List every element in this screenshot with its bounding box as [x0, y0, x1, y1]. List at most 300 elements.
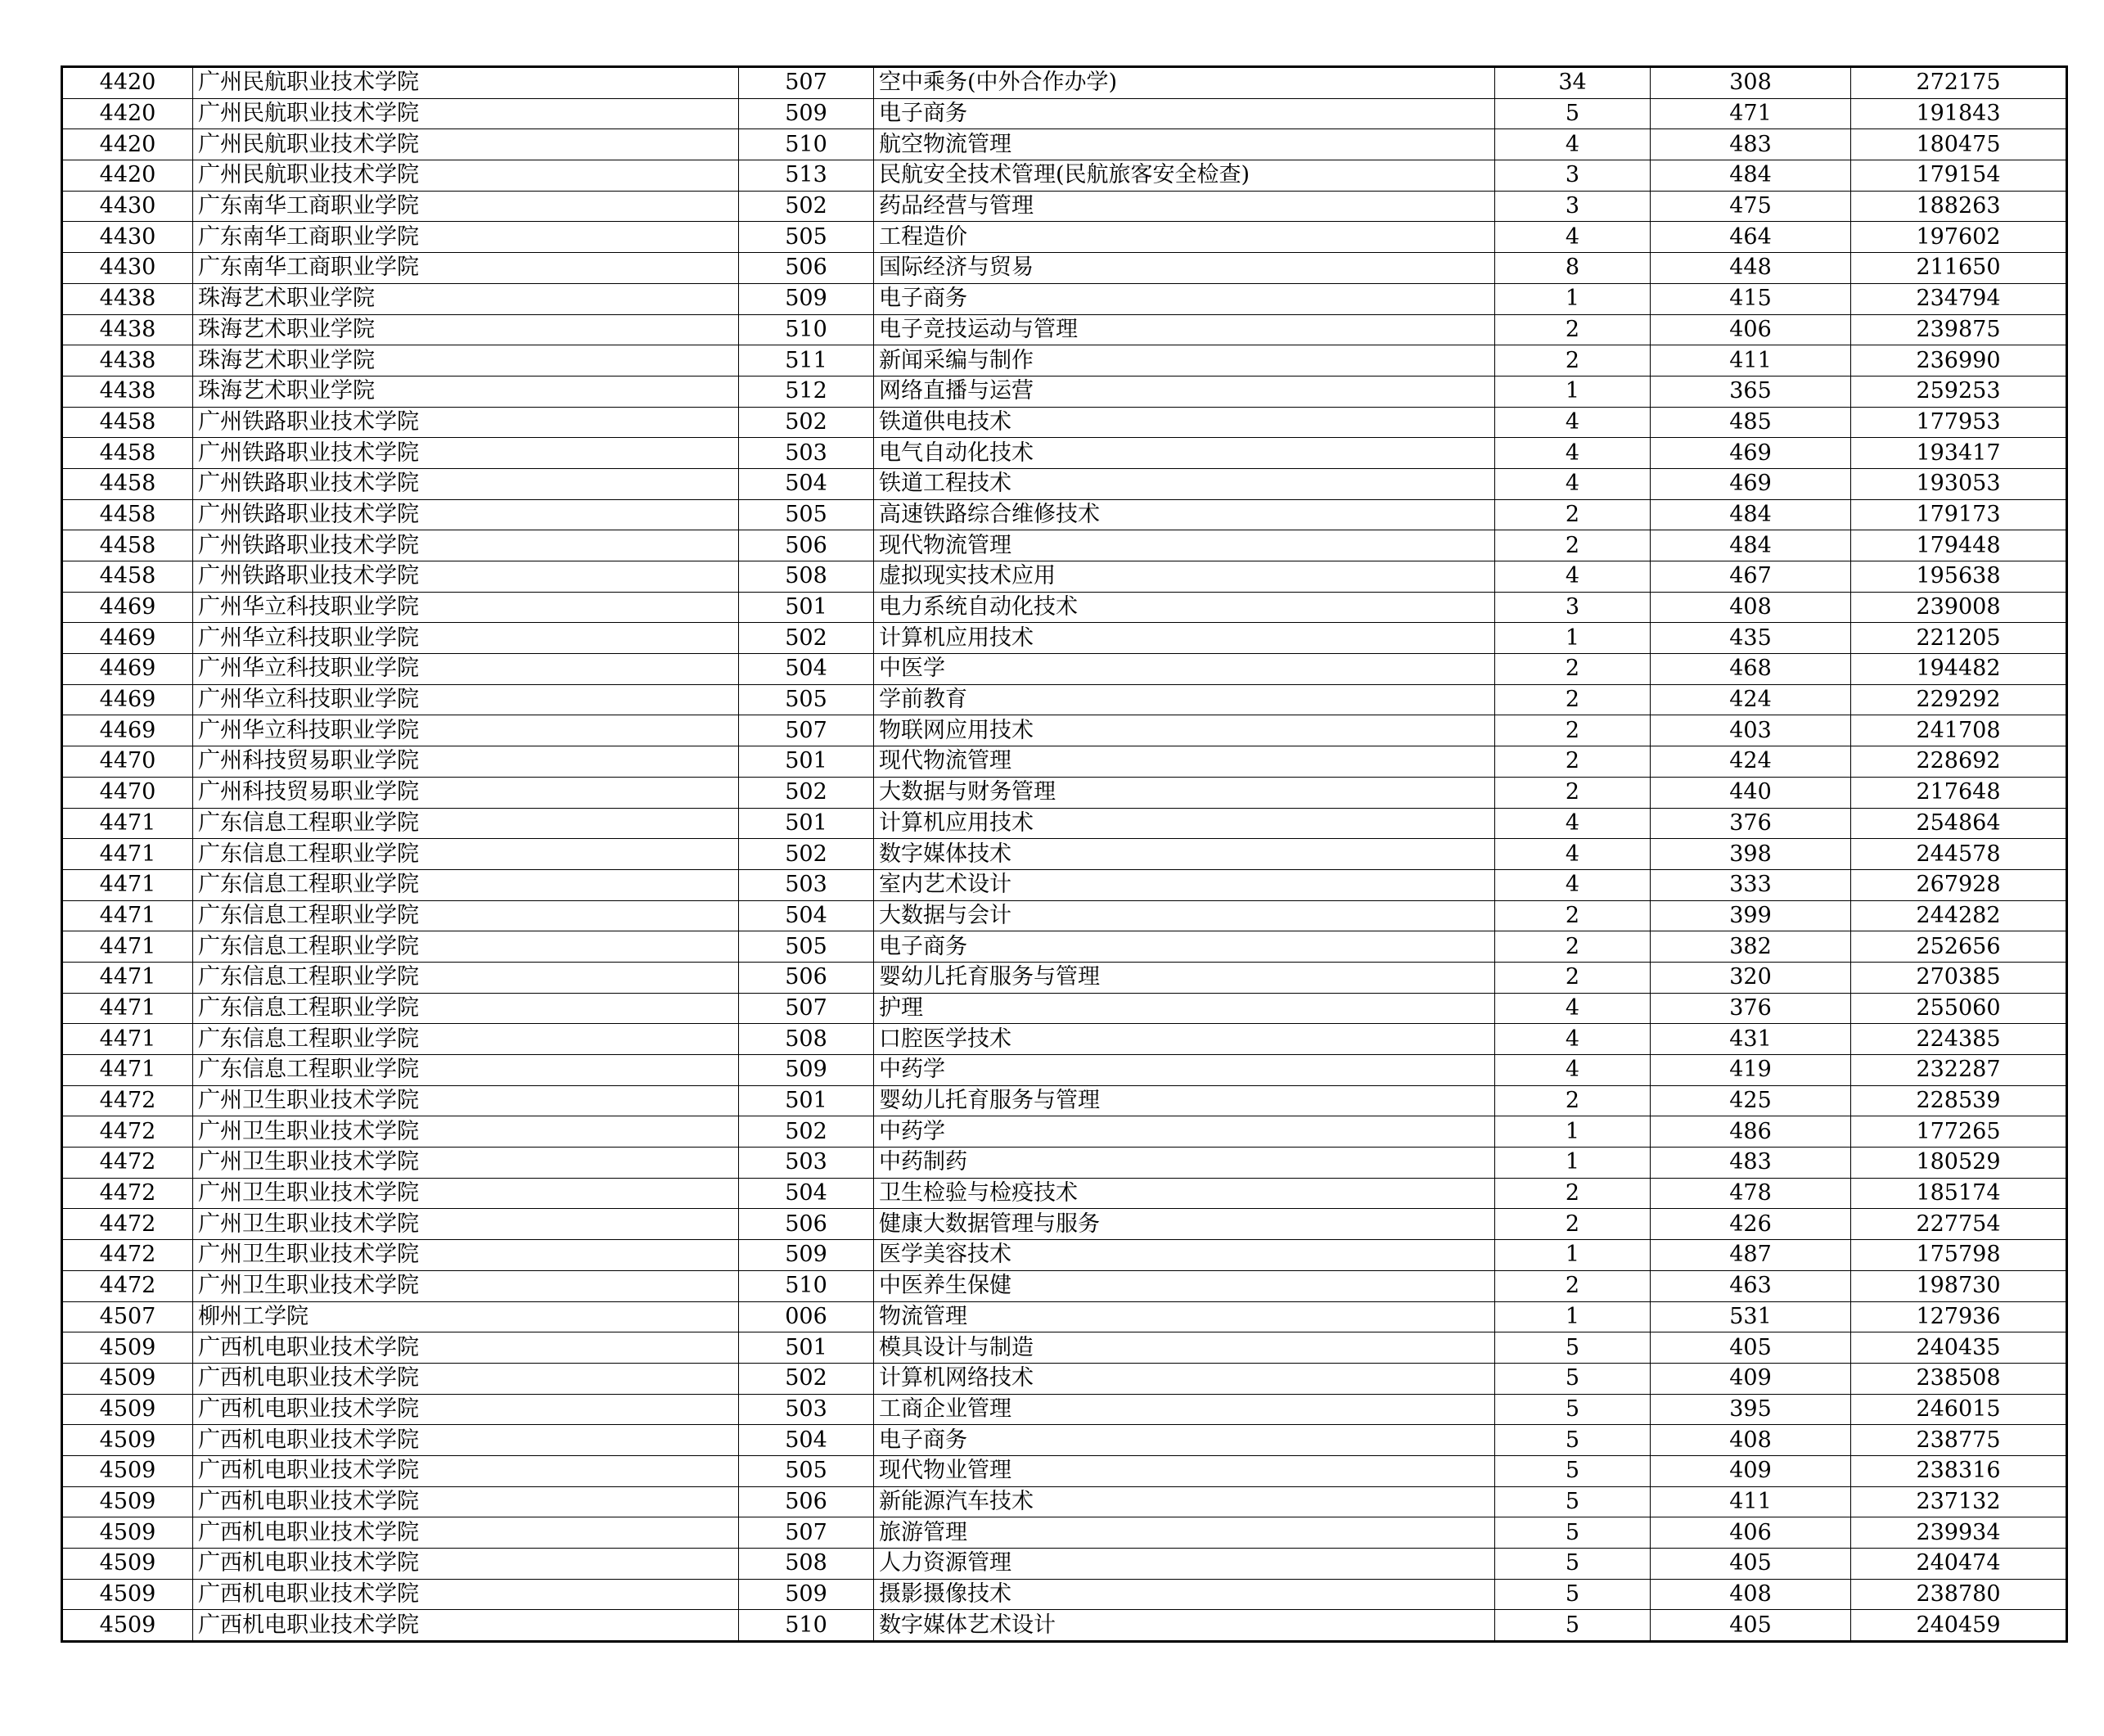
table-row — [62, 1610, 2067, 1642]
school-code-cell: 4509 — [62, 1332, 193, 1364]
table-body — [62, 67, 2067, 1642]
school-name-cell: 广州华立科技职业学院 — [193, 623, 739, 654]
min-score-cell: 431 — [1651, 1024, 1851, 1055]
min-rank-cell: 239875 — [1851, 314, 2067, 345]
table-row — [62, 684, 2067, 715]
table-row — [62, 839, 2067, 870]
major-name-cell: 现代物流管理 — [874, 530, 1495, 561]
plan-count-cell: 2 — [1495, 1209, 1651, 1240]
plan-count-cell: 4 — [1495, 468, 1651, 499]
major-code-cell: 504 — [739, 1425, 874, 1456]
table-row — [62, 1270, 2067, 1301]
min-rank-cell: 267928 — [1851, 869, 2067, 900]
major-code-cell: 505 — [739, 1455, 874, 1486]
major-name-cell: 摄影摄像技术 — [874, 1579, 1495, 1610]
major-name-cell: 中医养生保健 — [874, 1270, 1495, 1301]
plan-count-cell: 1 — [1495, 623, 1651, 654]
min-score-cell: 408 — [1651, 592, 1851, 623]
plan-count-cell: 3 — [1495, 191, 1651, 222]
min-rank-cell: 191843 — [1851, 98, 2067, 129]
school-name-cell: 广西机电职业技术学院 — [193, 1332, 739, 1364]
school-code-cell: 4471 — [62, 839, 193, 870]
major-name-cell: 大数据与财务管理 — [874, 777, 1495, 808]
plan-count-cell: 5 — [1495, 1332, 1651, 1364]
major-name-cell: 航空物流管理 — [874, 129, 1495, 160]
min-score-cell: 395 — [1651, 1394, 1851, 1425]
plan-count-cell: 2 — [1495, 900, 1651, 931]
school-code-cell: 4458 — [62, 530, 193, 561]
school-name-cell: 广州民航职业技术学院 — [193, 160, 739, 192]
table-row — [62, 1363, 2067, 1394]
school-code-cell: 4469 — [62, 684, 193, 715]
school-code-cell: 4438 — [62, 314, 193, 345]
plan-count-cell: 1 — [1495, 283, 1651, 314]
major-code-cell: 511 — [739, 345, 874, 377]
major-code-cell: 508 — [739, 1024, 874, 1055]
major-name-cell: 婴幼儿托育服务与管理 — [874, 1085, 1495, 1116]
table-row — [62, 962, 2067, 993]
school-code-cell: 4430 — [62, 222, 193, 253]
school-code-cell: 4420 — [62, 160, 193, 192]
school-code-cell: 4469 — [62, 592, 193, 623]
school-name-cell: 广州卫生职业技术学院 — [193, 1178, 739, 1209]
school-name-cell: 广东信息工程职业学院 — [193, 993, 739, 1024]
major-code-cell: 508 — [739, 1549, 874, 1580]
major-code-cell: 503 — [739, 1148, 874, 1179]
min-rank-cell: 238780 — [1851, 1579, 2067, 1610]
school-code-cell: 4509 — [62, 1425, 193, 1456]
min-score-cell: 382 — [1651, 931, 1851, 963]
plan-count-cell: 3 — [1495, 160, 1651, 192]
table-row — [62, 314, 2067, 345]
major-code-cell: 006 — [739, 1301, 874, 1332]
school-name-cell: 广州卫生职业技术学院 — [193, 1148, 739, 1179]
school-code-cell: 4471 — [62, 1055, 193, 1086]
min-rank-cell: 238775 — [1851, 1425, 2067, 1456]
table-row — [62, 160, 2067, 192]
plan-count-cell: 2 — [1495, 1085, 1651, 1116]
major-code-cell: 504 — [739, 1178, 874, 1209]
min-rank-cell: 228539 — [1851, 1085, 2067, 1116]
school-name-cell: 广州铁路职业技术学院 — [193, 407, 739, 438]
table-row — [62, 1055, 2067, 1086]
major-code-cell: 507 — [739, 1517, 874, 1549]
plan-count-cell: 4 — [1495, 129, 1651, 160]
major-name-cell: 铁道工程技术 — [874, 468, 1495, 499]
major-code-cell: 502 — [739, 1363, 874, 1394]
min-score-cell: 399 — [1651, 900, 1851, 931]
major-name-cell: 电力系统自动化技术 — [874, 592, 1495, 623]
min-rank-cell: 241708 — [1851, 715, 2067, 746]
major-code-cell: 506 — [739, 253, 874, 284]
table-row — [62, 98, 2067, 129]
major-code-cell: 509 — [739, 1579, 874, 1610]
major-code-cell: 502 — [739, 1116, 874, 1148]
major-code-cell: 502 — [739, 407, 874, 438]
min-rank-cell: 237132 — [1851, 1486, 2067, 1517]
plan-count-cell: 34 — [1495, 67, 1651, 99]
major-code-cell: 508 — [739, 561, 874, 593]
major-code-cell: 510 — [739, 1270, 874, 1301]
major-code-cell: 501 — [739, 1332, 874, 1364]
table-row — [62, 1024, 2067, 1055]
school-name-cell: 珠海艺术职业学院 — [193, 314, 739, 345]
plan-count-cell: 2 — [1495, 684, 1651, 715]
major-code-cell: 502 — [739, 839, 874, 870]
school-name-cell: 广东南华工商职业学院 — [193, 191, 739, 222]
major-code-cell: 510 — [739, 129, 874, 160]
major-name-cell: 人力资源管理 — [874, 1549, 1495, 1580]
major-code-cell: 507 — [739, 67, 874, 99]
min-score-cell: 365 — [1651, 376, 1851, 407]
school-name-cell: 广州铁路职业技术学院 — [193, 499, 739, 530]
min-score-cell: 424 — [1651, 746, 1851, 778]
min-score-cell: 469 — [1651, 438, 1851, 469]
school-name-cell: 广州华立科技职业学院 — [193, 592, 739, 623]
school-name-cell: 广西机电职业技术学院 — [193, 1517, 739, 1549]
table-row — [62, 1178, 2067, 1209]
major-name-cell: 电子商务 — [874, 1425, 1495, 1456]
major-name-cell: 药品经营与管理 — [874, 191, 1495, 222]
school-code-cell: 4472 — [62, 1085, 193, 1116]
major-code-cell: 505 — [739, 499, 874, 530]
plan-count-cell: 4 — [1495, 561, 1651, 593]
min-rank-cell: 179154 — [1851, 160, 2067, 192]
school-name-cell: 广州民航职业技术学院 — [193, 129, 739, 160]
min-score-cell: 469 — [1651, 468, 1851, 499]
school-code-cell: 4509 — [62, 1610, 193, 1642]
major-name-cell: 电子商务 — [874, 931, 1495, 963]
min-score-cell: 484 — [1651, 499, 1851, 530]
school-code-cell: 4472 — [62, 1148, 193, 1179]
plan-count-cell: 1 — [1495, 376, 1651, 407]
major-code-cell: 504 — [739, 654, 874, 685]
school-code-cell: 4509 — [62, 1455, 193, 1486]
table-row — [62, 222, 2067, 253]
min-score-cell: 408 — [1651, 1425, 1851, 1456]
min-rank-cell: 217648 — [1851, 777, 2067, 808]
table-row — [62, 746, 2067, 778]
min-score-cell: 376 — [1651, 808, 1851, 839]
plan-count-cell: 4 — [1495, 1055, 1651, 1086]
major-code-cell: 505 — [739, 684, 874, 715]
school-name-cell: 珠海艺术职业学院 — [193, 283, 739, 314]
table-row — [62, 1455, 2067, 1486]
major-name-cell: 现代物流管理 — [874, 746, 1495, 778]
major-name-cell: 铁道供电技术 — [874, 407, 1495, 438]
plan-count-cell: 2 — [1495, 931, 1651, 963]
major-code-cell: 503 — [739, 438, 874, 469]
table-row — [62, 900, 2067, 931]
major-code-cell: 510 — [739, 314, 874, 345]
school-name-cell: 广东南华工商职业学院 — [193, 222, 739, 253]
min-score-cell: 483 — [1651, 129, 1851, 160]
school-code-cell: 4509 — [62, 1486, 193, 1517]
school-code-cell: 4472 — [62, 1116, 193, 1148]
plan-count-cell: 2 — [1495, 654, 1651, 685]
plan-count-cell: 2 — [1495, 715, 1651, 746]
plan-count-cell: 2 — [1495, 1270, 1651, 1301]
min-score-cell: 468 — [1651, 654, 1851, 685]
table-row — [62, 1394, 2067, 1425]
min-rank-cell: 177265 — [1851, 1116, 2067, 1148]
plan-count-cell: 2 — [1495, 1178, 1651, 1209]
min-score-cell: 415 — [1651, 283, 1851, 314]
school-name-cell: 广东信息工程职业学院 — [193, 931, 739, 963]
min-rank-cell: 185174 — [1851, 1178, 2067, 1209]
min-score-cell: 486 — [1651, 1116, 1851, 1148]
plan-count-cell: 4 — [1495, 438, 1651, 469]
major-code-cell: 501 — [739, 808, 874, 839]
min-score-cell: 409 — [1651, 1363, 1851, 1394]
min-rank-cell: 259253 — [1851, 376, 2067, 407]
min-score-cell: 308 — [1651, 67, 1851, 99]
school-code-cell: 4471 — [62, 962, 193, 993]
school-code-cell: 4509 — [62, 1517, 193, 1549]
major-code-cell: 501 — [739, 1085, 874, 1116]
table-row — [62, 993, 2067, 1024]
major-name-cell: 口腔医学技术 — [874, 1024, 1495, 1055]
min-rank-cell: 229292 — [1851, 684, 2067, 715]
major-code-cell: 502 — [739, 623, 874, 654]
school-name-cell: 广东信息工程职业学院 — [193, 808, 739, 839]
school-name-cell: 广西机电职业技术学院 — [193, 1363, 739, 1394]
school-code-cell: 4509 — [62, 1549, 193, 1580]
min-score-cell: 531 — [1651, 1301, 1851, 1332]
plan-count-cell: 4 — [1495, 1024, 1651, 1055]
school-name-cell: 珠海艺术职业学院 — [193, 376, 739, 407]
major-code-cell: 503 — [739, 1394, 874, 1425]
table-row — [62, 67, 2067, 99]
school-name-cell: 广州卫生职业技术学院 — [193, 1209, 739, 1240]
major-code-cell: 509 — [739, 1055, 874, 1086]
plan-count-cell: 5 — [1495, 1610, 1651, 1642]
major-code-cell: 502 — [739, 191, 874, 222]
min-rank-cell: 180475 — [1851, 129, 2067, 160]
min-rank-cell: 227754 — [1851, 1209, 2067, 1240]
school-name-cell: 广州铁路职业技术学院 — [193, 468, 739, 499]
school-code-cell: 4509 — [62, 1363, 193, 1394]
min-score-cell: 426 — [1651, 1209, 1851, 1240]
min-rank-cell: 175798 — [1851, 1240, 2067, 1271]
min-rank-cell: 236990 — [1851, 345, 2067, 377]
school-code-cell: 4509 — [62, 1579, 193, 1610]
plan-count-cell: 2 — [1495, 746, 1651, 778]
major-code-cell: 510 — [739, 1610, 874, 1642]
major-code-cell: 502 — [739, 777, 874, 808]
min-rank-cell: 238508 — [1851, 1363, 2067, 1394]
table-row — [62, 253, 2067, 284]
major-name-cell: 电子竞技运动与管理 — [874, 314, 1495, 345]
table-row — [62, 869, 2067, 900]
school-code-cell: 4469 — [62, 715, 193, 746]
min-score-cell: 398 — [1651, 839, 1851, 870]
major-code-cell: 506 — [739, 1486, 874, 1517]
major-name-cell: 室内艺术设计 — [874, 869, 1495, 900]
table-row — [62, 1301, 2067, 1332]
table-row — [62, 1209, 2067, 1240]
major-code-cell: 501 — [739, 746, 874, 778]
school-code-cell: 4469 — [62, 654, 193, 685]
school-name-cell: 广东信息工程职业学院 — [193, 869, 739, 900]
min-rank-cell: 179173 — [1851, 499, 2067, 530]
school-code-cell: 4470 — [62, 777, 193, 808]
plan-count-cell: 5 — [1495, 1363, 1651, 1394]
min-score-cell: 333 — [1651, 869, 1851, 900]
table-row — [62, 191, 2067, 222]
min-rank-cell: 252656 — [1851, 931, 2067, 963]
major-code-cell: 507 — [739, 993, 874, 1024]
min-score-cell: 467 — [1651, 561, 1851, 593]
plan-count-cell: 1 — [1495, 1116, 1651, 1148]
major-name-cell: 工程造价 — [874, 222, 1495, 253]
school-code-cell: 4420 — [62, 67, 193, 99]
major-name-cell: 卫生检验与检疫技术 — [874, 1178, 1495, 1209]
min-score-cell: 419 — [1651, 1055, 1851, 1086]
school-name-cell: 广州卫生职业技术学院 — [193, 1240, 739, 1271]
school-code-cell: 4471 — [62, 993, 193, 1024]
table-row — [62, 1148, 2067, 1179]
school-name-cell: 广州铁路职业技术学院 — [193, 561, 739, 593]
major-name-cell: 中医学 — [874, 654, 1495, 685]
major-name-cell: 国际经济与贸易 — [874, 253, 1495, 284]
school-name-cell: 广西机电职业技术学院 — [193, 1394, 739, 1425]
min-score-cell: 411 — [1651, 345, 1851, 377]
table-row — [62, 592, 2067, 623]
table-row — [62, 468, 2067, 499]
min-rank-cell: 255060 — [1851, 993, 2067, 1024]
school-name-cell: 广州卫生职业技术学院 — [193, 1085, 739, 1116]
plan-count-cell: 2 — [1495, 499, 1651, 530]
major-code-cell: 504 — [739, 900, 874, 931]
major-code-cell: 503 — [739, 869, 874, 900]
major-name-cell: 虚拟现实技术应用 — [874, 561, 1495, 593]
min-score-cell: 406 — [1651, 314, 1851, 345]
min-rank-cell: 193053 — [1851, 468, 2067, 499]
min-score-cell: 424 — [1651, 684, 1851, 715]
min-rank-cell: 232287 — [1851, 1055, 2067, 1086]
min-score-cell: 448 — [1651, 253, 1851, 284]
school-name-cell: 广州卫生职业技术学院 — [193, 1270, 739, 1301]
major-name-cell: 新闻采编与制作 — [874, 345, 1495, 377]
school-name-cell: 广州华立科技职业学院 — [193, 654, 739, 685]
school-code-cell: 4430 — [62, 191, 193, 222]
min-rank-cell: 244578 — [1851, 839, 2067, 870]
major-name-cell: 护理 — [874, 993, 1495, 1024]
school-name-cell: 广州华立科技职业学院 — [193, 715, 739, 746]
min-rank-cell: 188263 — [1851, 191, 2067, 222]
major-name-cell: 民航安全技术管理(民航旅客安全检查) — [874, 160, 1495, 192]
major-code-cell: 507 — [739, 715, 874, 746]
major-code-cell: 506 — [739, 530, 874, 561]
school-code-cell: 4420 — [62, 129, 193, 160]
min-rank-cell: 177953 — [1851, 407, 2067, 438]
major-name-cell: 学前教育 — [874, 684, 1495, 715]
major-name-cell: 空中乘务(中外合作办学) — [874, 67, 1495, 99]
school-code-cell: 4458 — [62, 407, 193, 438]
major-name-cell: 数字媒体技术 — [874, 839, 1495, 870]
min-score-cell: 406 — [1651, 1517, 1851, 1549]
school-name-cell: 广西机电职业技术学院 — [193, 1610, 739, 1642]
table-row — [62, 808, 2067, 839]
min-rank-cell: 127936 — [1851, 1301, 2067, 1332]
min-rank-cell: 240435 — [1851, 1332, 2067, 1364]
school-name-cell: 广东信息工程职业学院 — [193, 1055, 739, 1086]
major-name-cell: 中药制药 — [874, 1148, 1495, 1179]
table-row — [62, 376, 2067, 407]
plan-count-cell: 4 — [1495, 407, 1651, 438]
min-rank-cell: 180529 — [1851, 1148, 2067, 1179]
major-name-cell: 物联网应用技术 — [874, 715, 1495, 746]
major-name-cell: 工商企业管理 — [874, 1394, 1495, 1425]
min-rank-cell: 195638 — [1851, 561, 2067, 593]
major-code-cell: 509 — [739, 98, 874, 129]
major-code-cell: 505 — [739, 931, 874, 963]
school-name-cell: 广州铁路职业技术学院 — [193, 530, 739, 561]
min-rank-cell: 224385 — [1851, 1024, 2067, 1055]
table-row — [62, 1240, 2067, 1271]
admission-table — [61, 65, 2068, 1643]
table-row — [62, 654, 2067, 685]
major-name-cell: 婴幼儿托育服务与管理 — [874, 962, 1495, 993]
school-code-cell: 4471 — [62, 931, 193, 963]
table-row — [62, 777, 2067, 808]
school-code-cell: 4469 — [62, 623, 193, 654]
table-row — [62, 1332, 2067, 1364]
min-rank-cell: 198730 — [1851, 1270, 2067, 1301]
plan-count-cell: 4 — [1495, 222, 1651, 253]
school-name-cell: 广州民航职业技术学院 — [193, 98, 739, 129]
school-code-cell: 4471 — [62, 808, 193, 839]
school-code-cell: 4420 — [62, 98, 193, 129]
plan-count-cell: 4 — [1495, 869, 1651, 900]
major-code-cell: 506 — [739, 962, 874, 993]
plan-count-cell: 5 — [1495, 1455, 1651, 1486]
major-name-cell: 医学美容技术 — [874, 1240, 1495, 1271]
school-name-cell: 广州华立科技职业学院 — [193, 684, 739, 715]
plan-count-cell: 8 — [1495, 253, 1651, 284]
table-row — [62, 1425, 2067, 1456]
min-rank-cell: 221205 — [1851, 623, 2067, 654]
table-row — [62, 1085, 2067, 1116]
table-row — [62, 283, 2067, 314]
school-name-cell: 广东信息工程职业学院 — [193, 962, 739, 993]
plan-count-cell: 5 — [1495, 1486, 1651, 1517]
major-name-cell: 计算机应用技术 — [874, 623, 1495, 654]
plan-count-cell: 2 — [1495, 962, 1651, 993]
min-score-cell: 484 — [1651, 160, 1851, 192]
school-name-cell: 广州科技贸易职业学院 — [193, 777, 739, 808]
school-code-cell: 4471 — [62, 1024, 193, 1055]
plan-count-cell: 5 — [1495, 1517, 1651, 1549]
school-name-cell: 广东信息工程职业学院 — [193, 1024, 739, 1055]
major-name-cell: 电子商务 — [874, 283, 1495, 314]
min-score-cell: 405 — [1651, 1549, 1851, 1580]
min-rank-cell: 179448 — [1851, 530, 2067, 561]
school-name-cell: 广东信息工程职业学院 — [193, 900, 739, 931]
plan-count-cell: 5 — [1495, 1394, 1651, 1425]
major-code-cell: 505 — [739, 222, 874, 253]
min-score-cell: 425 — [1651, 1085, 1851, 1116]
plan-count-cell: 2 — [1495, 314, 1651, 345]
table-row — [62, 1116, 2067, 1148]
min-score-cell: 487 — [1651, 1240, 1851, 1271]
major-name-cell: 网络直播与运营 — [874, 376, 1495, 407]
plan-count-cell: 5 — [1495, 1425, 1651, 1456]
table-row — [62, 1579, 2067, 1610]
min-rank-cell: 240474 — [1851, 1549, 2067, 1580]
school-code-cell: 4472 — [62, 1240, 193, 1271]
